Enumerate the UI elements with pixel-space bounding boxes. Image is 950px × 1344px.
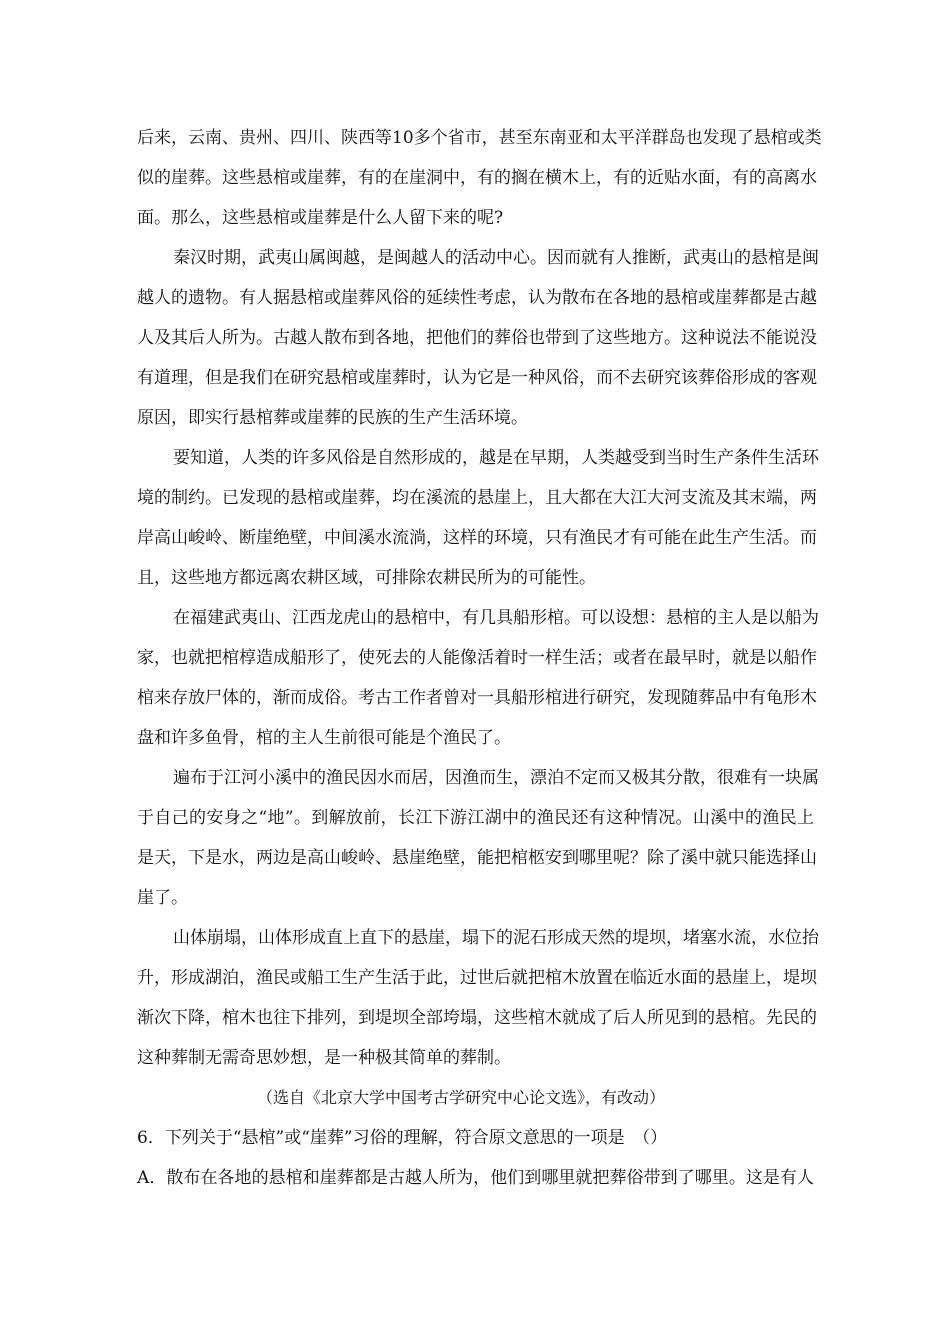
paragraph-4 bbox=[137, 598, 819, 758]
paragraph-3 bbox=[137, 438, 819, 598]
text-line: 境的制约。已发现的悬棺或崖葬，均在溪流的悬崖上，且大都在大江大河支流及其末端，两 bbox=[137, 488, 817, 508]
text-line: 有道理，但是我们在研究悬棺或崖葬时，认为它是一种风俗，而不去研究该葬俗形成的客观 bbox=[137, 368, 817, 388]
text-line: 遍布于江河小溪中的渔民因水而居，因渔而生，漂泊不定而又极其分散，很难有一块属 bbox=[173, 768, 819, 788]
paragraph-1 bbox=[137, 118, 822, 238]
text-line: 后来，云南、贵州、四川、陕西等10多个省市，甚至东南亚和太平洋群岛也发现了悬棺或类 bbox=[137, 128, 822, 148]
text-line: 越人的遗物。有人据悬棺或崖葬风俗的延续性考虑，认为散布在各地的悬棺或崖葬都是古越 bbox=[137, 288, 817, 308]
text-line: 秦汉时期，武夷山属闽越，是闽越人的活动中心。因而就有人推断，武夷山的悬棺是闽 bbox=[173, 248, 819, 268]
text-line: 于自己的安身之“地”。到解放前，长江下游江湖中的渔民还有这种情况。山溪中的渔民上 bbox=[137, 808, 814, 828]
text-line: 人及其后人所为。古越人散布到各地，把他们的葬俗也带到了这些地方。这种说法不能说没 bbox=[137, 328, 817, 348]
text-line: 原因，即实行悬棺葬或崖葬的民族的生产生活环境。 bbox=[137, 408, 528, 428]
text-line: 且，这些地方都远离农耕区域，可排除农耕民所为的可能性。 bbox=[137, 568, 596, 588]
source-citation: （选自《北京大学中国考古学研究中心论文选》，有改动） bbox=[257, 1088, 666, 1107]
text-line: 盘和许多鱼骨，棺的主人生前很可能是个渔民了。 bbox=[137, 728, 511, 748]
text-line: 升，形成湖泊，渔民或船工生产生活于此，过世后就把棺木放置在临近水面的悬崖上，堤坝 bbox=[137, 968, 817, 988]
article-body bbox=[137, 118, 822, 1198]
text-line: 在福建武夷山、江西龙虎山的悬棺中，有几具船形棺。可以设想：悬棺的主人是以船为 bbox=[173, 608, 819, 628]
text-line: 家，也就把棺椁造成船形了，使死去的人能像活着时一样生活；或者在最早时，就是以船作 bbox=[137, 648, 817, 668]
text-line: 是天，下是水，两边是高山峻岭、悬崖绝壁，能把棺柩安到哪里呢？除了溪中就只能选择山 bbox=[137, 848, 817, 868]
text-line: 要知道，人类的许多风俗是自然形成的，越是在早期，人类越受到当时生产条件生活环 bbox=[173, 448, 819, 468]
question-option-a: A．散布在各地的悬棺和崖葬都是古越人所为，他们到哪里就把葬俗带到了哪里。这是有人 bbox=[137, 1168, 814, 1188]
text-line: 面。那么，这些悬棺或崖葬是什么人留下来的呢? bbox=[137, 208, 504, 228]
paragraph-5 bbox=[137, 758, 819, 918]
paragraph-2 bbox=[137, 238, 819, 438]
text-line: 渐次下降，棺木也往下排列，到堤坝全部垮塌，这些棺木就成了后人所见到的悬棺。先民的 bbox=[137, 1008, 817, 1028]
text-line: 这种葬制无需奇思妙想，是一种极其简单的葬制。 bbox=[137, 1048, 511, 1068]
text-line: 棺来存放尸体的，渐而成俗。考古工作者曾对一具船形棺进行研究，发现随葬品中有龟形木 bbox=[137, 688, 817, 708]
text-line: 似的崖葬。这些悬棺或崖葬，有的在崖洞中，有的搁在横木上，有的近贴水面，有的高离水 bbox=[137, 168, 817, 188]
question-stem: 6．下列关于“悬棺”或“崖葬”习俗的理解，符合原文意思的一项是 （） bbox=[137, 1128, 668, 1148]
paragraph-6 bbox=[137, 918, 819, 1078]
text-line: 山体崩塌，山体形成直上直下的悬崖，塌下的泥石形成天然的堤坝，堵塞水流，水位抬 bbox=[173, 928, 819, 948]
text-line: 岸高山峻岭、断崖绝壁，中间溪水流淌，这样的环境，只有渔民才有可能在此生产生活。而 bbox=[137, 528, 817, 548]
text-line: 崖了。 bbox=[137, 888, 188, 908]
